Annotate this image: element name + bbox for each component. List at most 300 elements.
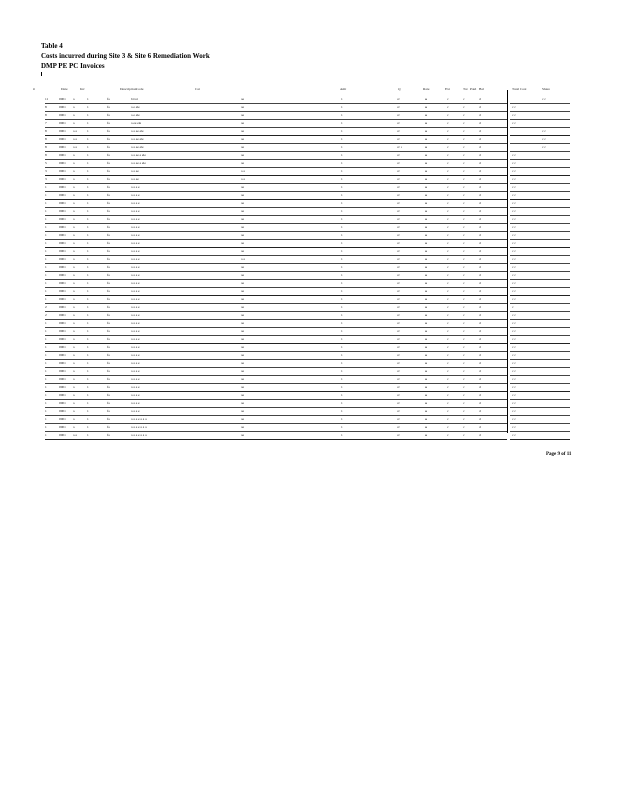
side-cell: c c — [512, 313, 516, 317]
table-cell: fa — [107, 129, 110, 133]
table-cell: 1 — [87, 185, 89, 189]
table-cell: 0001 — [59, 265, 66, 269]
table-cell: 1 — [87, 257, 89, 261]
table-row — [45, 136, 507, 144]
table-cell: cc — [397, 169, 401, 173]
table-cell: a — [73, 185, 75, 189]
table-cell: 1 — [87, 401, 89, 405]
table-cell: a — [73, 105, 75, 109]
table-cell: aa — [241, 129, 245, 133]
side-row — [510, 360, 570, 368]
table-cell: a — [73, 169, 75, 173]
table-cell: 1 — [87, 273, 89, 277]
table-cell: a a e e — [131, 305, 140, 309]
table-cell: d — [479, 121, 481, 125]
table-cell: cc — [397, 217, 401, 221]
side-cell: c c — [512, 185, 516, 189]
side-cell: c c — [512, 321, 516, 325]
table-cell: 1 — [87, 409, 89, 413]
table-cell: a — [73, 177, 75, 181]
side-row — [510, 176, 570, 184]
table-cell: c — [463, 329, 465, 333]
column-header: Q — [398, 87, 401, 91]
table-cell: c — [463, 113, 465, 117]
table-cell: 1 — [87, 97, 89, 101]
table-cell: 5 — [45, 161, 47, 165]
table-cell: aa — [241, 233, 245, 237]
column-header: Rate — [423, 87, 430, 91]
table-row — [45, 176, 507, 184]
table-cell: 1 — [45, 297, 47, 301]
side-cell: c c — [512, 265, 516, 269]
table-cell: 1 — [45, 329, 47, 333]
table-cell: 1 — [45, 249, 47, 253]
table-cell: d — [479, 129, 481, 133]
side-cell: c c — [512, 241, 516, 245]
table-cell: a a e e — [131, 401, 140, 405]
table-cell: c — [447, 217, 449, 221]
table-cell: cc — [397, 177, 401, 181]
table-cell: c — [463, 305, 465, 309]
table-cell: aa — [241, 161, 245, 165]
table-cell: a — [425, 129, 427, 133]
table-cell: c — [463, 137, 465, 141]
table-cell: aa — [241, 193, 245, 197]
table-cell: 0001 — [59, 345, 66, 349]
table-cell: 1 — [87, 321, 89, 325]
table-cell: c — [463, 209, 465, 213]
table-cell: 1 — [341, 145, 343, 149]
table-cell: a a — [241, 257, 245, 261]
table-cell: aa — [241, 433, 245, 437]
table-cell: c — [447, 417, 449, 421]
side-cell: c c — [512, 161, 516, 165]
table-cell: aa — [241, 137, 245, 141]
table-cell: c — [447, 161, 449, 165]
table-cell: 1 — [87, 161, 89, 165]
table-cell: 0001 — [59, 145, 66, 149]
table-cell: a — [425, 153, 427, 157]
table-cell: a — [73, 121, 75, 125]
table-cell: c — [447, 305, 449, 309]
column-header: Ext — [445, 87, 450, 91]
table-cell: c — [463, 225, 465, 229]
table-row — [45, 408, 507, 416]
table-cell: 1 — [341, 201, 343, 205]
side-cell: c c — [512, 433, 516, 437]
table-cell: c — [463, 265, 465, 269]
table-cell: 0001 — [59, 409, 66, 413]
table-cell: a — [425, 225, 427, 229]
table-cell: cc — [397, 225, 401, 229]
table-cell: 1 — [45, 337, 47, 341]
table-cell: d — [479, 185, 481, 189]
table-cell: 1 — [45, 217, 47, 221]
column-header: Code — [136, 87, 144, 91]
table-row — [45, 376, 507, 384]
table-cell: 1 — [45, 361, 47, 365]
table-row — [45, 112, 507, 120]
table-cell: cc — [397, 313, 401, 317]
table-row — [45, 416, 507, 424]
table-cell: 8 — [45, 105, 47, 109]
table-cell: fa — [107, 329, 110, 333]
table-cell: a a e e a a a — [131, 417, 147, 421]
table-cell: a ee ele — [131, 121, 142, 125]
table-cell: c — [463, 281, 465, 285]
table-cell: d — [479, 385, 481, 389]
table-cell: a — [425, 113, 427, 117]
table-cell: cc — [397, 409, 401, 413]
table-cell: d — [479, 105, 481, 109]
table-cell: a a — [241, 177, 245, 181]
side-cell: c c — [512, 121, 516, 125]
table-cell: a a e e — [131, 377, 140, 381]
side-cell: c c — [512, 177, 516, 181]
table-cell: 0001 — [59, 305, 66, 309]
side-row — [510, 232, 570, 240]
table-row — [45, 384, 507, 392]
table-cell: d — [479, 297, 481, 301]
table-cell: c — [447, 153, 449, 157]
table-cell: d — [479, 345, 481, 349]
table-cell: c — [463, 193, 465, 197]
table-cell: 1 — [87, 417, 89, 421]
table-cell: a — [425, 105, 427, 109]
side-cell: c c — [512, 169, 516, 173]
table-cell: cc — [397, 233, 401, 237]
table-cell: 1 — [341, 113, 343, 117]
table-cell: a — [73, 425, 75, 429]
table-cell: c — [447, 433, 449, 437]
table-cell: 1 — [341, 281, 343, 285]
table-cell: a — [73, 225, 75, 229]
table-cell: aa — [241, 289, 245, 293]
table-cell: 1 — [341, 209, 343, 213]
table-cell: d — [479, 337, 481, 341]
table-cell: c — [447, 345, 449, 349]
side-cell: c — [512, 305, 514, 309]
table-cell: 1 — [45, 257, 47, 261]
side-row — [510, 344, 570, 352]
table-row — [45, 304, 507, 312]
table-cell: a — [425, 137, 427, 141]
table-cell: 1 — [87, 433, 89, 437]
table-cell: a — [425, 185, 427, 189]
table-cell: a a e e — [131, 233, 140, 237]
side-cell: c c — [512, 337, 516, 341]
table-cell: 8 — [45, 113, 47, 117]
table-cell: a a e e — [131, 393, 140, 397]
table-cell: 1 — [87, 369, 89, 373]
table-cell: a a e e — [131, 297, 140, 301]
table-cell: fa — [107, 417, 110, 421]
table-cell: aa — [241, 337, 245, 341]
table-cell: a a — [73, 433, 77, 437]
table-cell: a — [73, 329, 75, 333]
table-cell: fa — [107, 257, 110, 261]
table-row — [45, 104, 507, 112]
side-row — [510, 264, 570, 272]
table-cell: a — [73, 353, 75, 357]
table-cell: c — [463, 105, 465, 109]
table-cell: 0001 — [59, 281, 66, 285]
table-cell: aa — [241, 377, 245, 381]
table-cell: a e ele — [131, 105, 140, 109]
table-cell: c — [447, 425, 449, 429]
table-cell: aa — [241, 249, 245, 253]
table-cell: cc — [397, 265, 401, 269]
table-cell: a a e e — [131, 201, 140, 205]
table-cell: 2 — [45, 313, 47, 317]
table-cell: a a e e — [131, 217, 140, 221]
table-cell: a a e e — [131, 385, 140, 389]
table-cell: a a ee ele — [131, 129, 144, 133]
table-cell: cc — [397, 161, 401, 165]
table-row — [45, 280, 507, 288]
table-cell: 0001 — [59, 337, 66, 341]
table-cell: a a — [73, 145, 77, 149]
table-cell: cc — [397, 417, 401, 421]
table-cell: aa — [241, 393, 245, 397]
table-cell: a a ee — [131, 177, 139, 181]
table-cell: 1 — [341, 217, 343, 221]
table-cell: 0001 — [59, 321, 66, 325]
table-cell: a — [73, 257, 75, 261]
table-cell: c — [463, 369, 465, 373]
table-cell: d — [479, 113, 481, 117]
table-cell: c — [447, 329, 449, 333]
table-row — [45, 256, 507, 264]
table-cell: fa — [107, 337, 110, 341]
table-cell: 0001 — [59, 273, 66, 277]
table-cell: 1 — [45, 433, 47, 437]
table-cell: a — [425, 97, 427, 101]
table-cell: bt tot — [131, 97, 139, 101]
table-cell: a — [425, 201, 427, 205]
table-cell: 1 — [341, 177, 343, 181]
table-cell: 1 — [341, 257, 343, 261]
side-row — [510, 272, 570, 280]
table-cell: c — [463, 409, 465, 413]
table-cell: fa — [107, 153, 110, 157]
side-row — [510, 144, 570, 152]
table-cell: a a e e — [131, 321, 140, 325]
table-cell: fa — [107, 105, 110, 109]
table-cell: cc — [397, 377, 401, 381]
table-cell: c — [463, 169, 465, 173]
table-cell: fa — [107, 201, 110, 205]
table-cell: aa — [241, 241, 245, 245]
side-divider — [507, 90, 508, 433]
side-cell: c c — [512, 345, 516, 349]
table-cell: cc — [397, 249, 401, 253]
side-cell: c c — [512, 401, 516, 405]
table-cell: a — [73, 265, 75, 269]
side-row — [510, 136, 570, 144]
table-cell: 1 — [341, 121, 343, 125]
table-cell: 1 — [87, 305, 89, 309]
table-row — [45, 344, 507, 352]
table-row — [45, 352, 507, 360]
table-cell: fa — [107, 409, 110, 413]
table-cell: a a e e — [131, 289, 140, 293]
table-cell: cc — [397, 329, 401, 333]
side-cell: c c — [512, 193, 516, 197]
table-row — [45, 192, 507, 200]
table-cell: cc — [397, 281, 401, 285]
table-cell: 1 — [45, 225, 47, 229]
side-cell: c c — [542, 137, 546, 141]
table-cell: d — [479, 313, 481, 317]
column-header: Date — [61, 87, 68, 91]
table-cell: a — [425, 249, 427, 253]
side-row — [510, 288, 570, 296]
table-cell: 0001 — [59, 313, 66, 317]
table-cell: d — [479, 321, 481, 325]
table-cell: cc — [397, 361, 401, 365]
table-cell: cc — [397, 209, 401, 213]
table-cell: c — [463, 257, 465, 261]
side-row — [510, 328, 570, 336]
side-row — [510, 192, 570, 200]
side-summary-column — [510, 96, 570, 440]
table-cell: fa — [107, 305, 110, 309]
table-cell: cc — [397, 241, 401, 245]
side-row — [510, 208, 570, 216]
table-cell: 1 — [87, 281, 89, 285]
table-cell: a — [73, 297, 75, 301]
table-cell: a — [73, 369, 75, 373]
table-cell: 1 — [341, 265, 343, 269]
table-cell: 1 — [341, 369, 343, 373]
table-cell: a a e e — [131, 361, 140, 365]
table-row — [45, 152, 507, 160]
table-cell: 1 — [341, 353, 343, 357]
table-cell: 0001 — [59, 385, 66, 389]
side-cell: c c — [512, 297, 516, 301]
side-row — [510, 96, 570, 104]
table-cell: 1 — [45, 353, 47, 357]
table-cell: a — [73, 417, 75, 421]
table-cell: d — [479, 225, 481, 229]
table-cell: d — [479, 273, 481, 277]
table-cell: 1 — [45, 241, 47, 245]
side-row — [510, 320, 570, 328]
table-cell: 1 — [45, 233, 47, 237]
cost-table — [45, 96, 507, 440]
table-cell: c — [447, 289, 449, 293]
table-cell: c — [447, 113, 449, 117]
side-row — [510, 248, 570, 256]
table-cell: a — [425, 393, 427, 397]
table-cell: c — [447, 321, 449, 325]
table-cell: a — [73, 393, 75, 397]
side-cell: c c — [512, 257, 516, 261]
table-cell: 1 — [45, 393, 47, 397]
table-cell: aa — [241, 385, 245, 389]
column-header: Description — [120, 87, 137, 91]
table-cell: a a e e — [131, 409, 140, 413]
table-cell: a a ee e ele — [131, 153, 146, 157]
table-cell: c — [463, 385, 465, 389]
table-cell: 1 — [87, 129, 89, 133]
table-cell: aa — [241, 145, 245, 149]
table-cell: c — [463, 401, 465, 405]
table-cell: a — [425, 329, 427, 333]
column-header: Amt — [340, 87, 347, 91]
side-cell: c c — [512, 369, 516, 373]
table-cell: 0001 — [59, 401, 66, 405]
table-cell: c — [463, 185, 465, 189]
table-row — [45, 216, 507, 224]
table-cell: a — [425, 425, 427, 429]
table-cell: a a — [73, 129, 77, 133]
side-row — [510, 224, 570, 232]
table-cell: a a e e — [131, 185, 140, 189]
table-cell: c — [447, 105, 449, 109]
table-cell: a e ele — [131, 113, 140, 117]
table-cell: cc — [397, 337, 401, 341]
table-cell: d — [479, 377, 481, 381]
table-cell: 0001 — [59, 353, 66, 357]
table-cell: 0001 — [59, 177, 66, 181]
table-cell: a — [425, 345, 427, 349]
table-cell: fa — [107, 137, 110, 141]
table-cell: a — [425, 385, 427, 389]
table-cell: aa — [241, 353, 245, 357]
table-cell: c — [447, 385, 449, 389]
column-header: Tot — [463, 87, 468, 91]
table-cell: c — [447, 241, 449, 245]
side-cell: c c — [512, 425, 516, 429]
table-cell: 8 — [45, 129, 47, 133]
table-cell: a a ee — [131, 169, 139, 173]
table-row — [45, 96, 507, 104]
table-cell: 1 — [87, 361, 89, 365]
side-row — [510, 104, 570, 112]
table-cell: c — [447, 121, 449, 125]
table-cell: cc — [397, 297, 401, 301]
table-cell: fa — [107, 145, 110, 149]
table-cell: c — [463, 241, 465, 245]
table-cell: cc — [397, 105, 401, 109]
table-row — [45, 184, 507, 192]
side-cell: c c — [512, 225, 516, 229]
table-cell: fa — [107, 161, 110, 165]
table-cell: d — [479, 257, 481, 261]
table-cell: 1 — [45, 281, 47, 285]
side-row — [510, 168, 570, 176]
table-cell: aa — [241, 185, 245, 189]
table-cell: 1 — [341, 417, 343, 421]
table-cell: 1 — [341, 273, 343, 277]
table-cell: a a e e — [131, 225, 140, 229]
table-cell: cc c — [397, 145, 403, 149]
table-cell: 0001 — [59, 217, 66, 221]
table-cell: c — [447, 273, 449, 277]
table-cell: c — [447, 377, 449, 381]
table-cell: fa — [107, 193, 110, 197]
table-cell: aa — [241, 329, 245, 333]
column-header: Paid — [470, 87, 477, 91]
side-cell: c c — [512, 105, 516, 109]
table-row — [45, 200, 507, 208]
table-cell: a — [73, 209, 75, 213]
table-cell: fa — [107, 377, 110, 381]
table-cell: 0001 — [59, 113, 66, 117]
table-cell: 1 — [341, 393, 343, 397]
